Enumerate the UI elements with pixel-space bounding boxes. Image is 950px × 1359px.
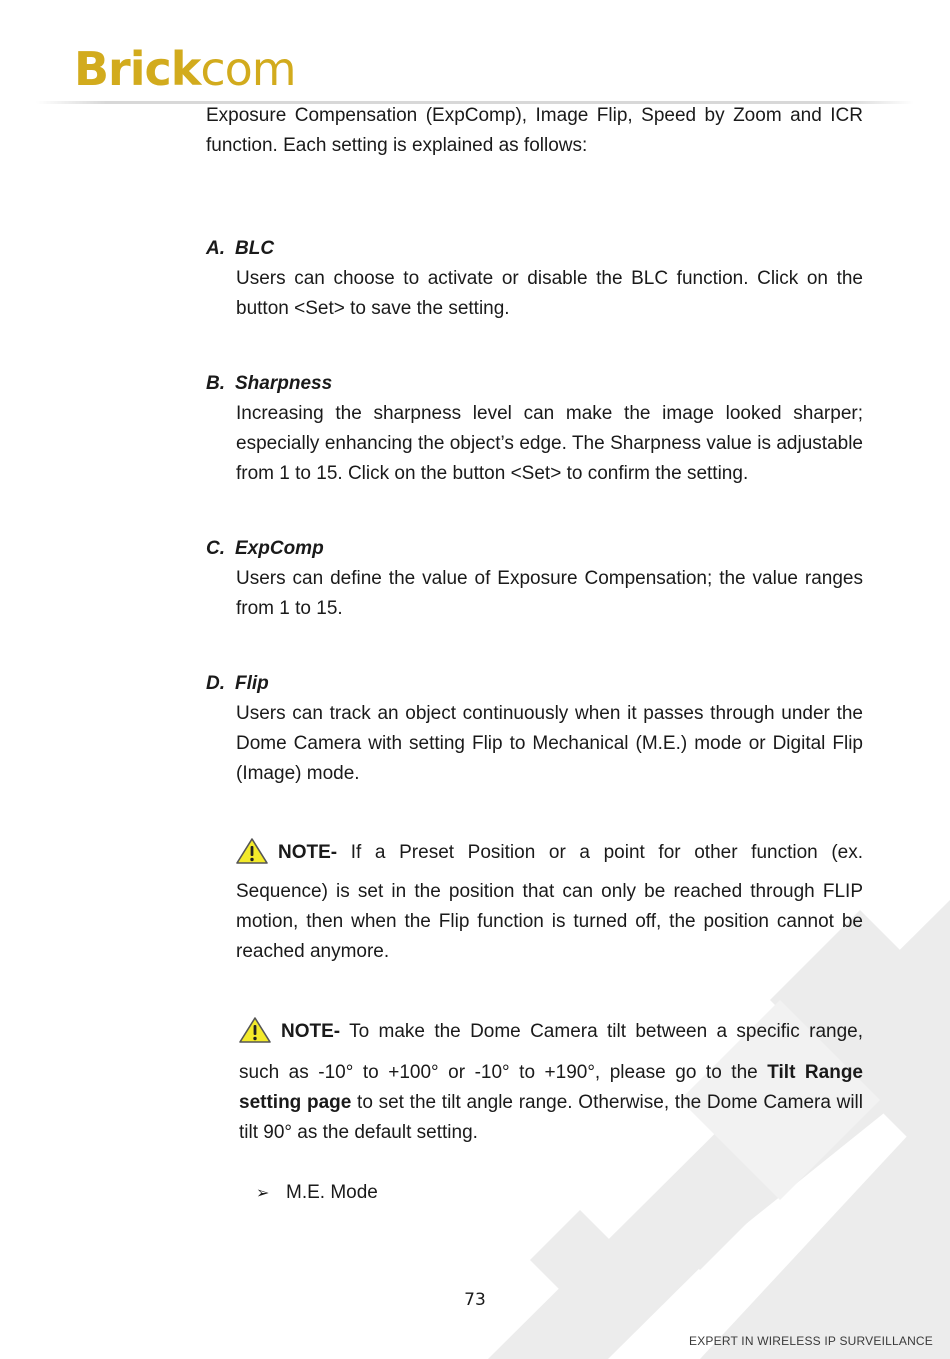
note-first-text: If a Preset Position or a point for other function (ex. [350, 842, 864, 863]
section-b-body: Increasing the sharpness level can make the image looked sharper; especially enhancing the object’s edge. The Sharpness value is adjustable from 1 to 15. Click on the button <Set> to confirm the setting. [236, 403, 863, 484]
intro-paragraph: Exposure Compensation (ExpComp), Image Flip, Speed by Zoom and ICR function. Each setting is explained as follows: [206, 105, 863, 156]
section-title: Sharpness [235, 373, 333, 394]
logo-bold-text: Brick [74, 42, 201, 96]
section-a-heading [206, 234, 274, 264]
note-first-line [236, 838, 863, 868]
section-d-body: Users can track an object continuously when it passes through under the Dome Camera with setting Flip to Mechanical (M.E.) mode or Digital Flip (Image) mode. [236, 703, 863, 784]
section-b-heading [206, 369, 332, 399]
section-title: Flip [235, 673, 269, 694]
note-label: NOTE- [278, 842, 338, 863]
note-flip [236, 838, 863, 967]
warning-icon [239, 1017, 271, 1043]
note-rest-after: to set the tilt angle range. Otherwise, the Dome Camera will tilt 90° as the default setting. [239, 1092, 863, 1143]
note-rest-text: Sequence) is set in the position that can only be reached through FLIP motion, then when the Flip function is turned off, the position cannot be reached anymore. [236, 881, 863, 962]
note-rest-text [239, 1058, 863, 1148]
bullet-text: M.E. Mode [286, 1182, 378, 1203]
footer-tagline: EXPERT IN WIRELESS IP SURVEILLANCE [689, 1334, 933, 1348]
note-first-text: To make the Dome Camera tilt between a specific range, [349, 1021, 863, 1042]
section-letter: B. [206, 373, 225, 394]
tilt-range-link-text: Tilt Range setting page [239, 1062, 863, 1113]
bullet-item [256, 1178, 378, 1209]
section-a-body: Users can choose to activate or disable the BLC function. Click on the button <Set> to save the setting. [236, 268, 863, 319]
warning-icon [236, 838, 268, 864]
note-tilt-range [239, 1017, 863, 1148]
section-letter: D. [206, 673, 225, 694]
section-letter: C. [206, 538, 225, 559]
page-number: 73 [464, 1290, 486, 1310]
section-letter: A. [206, 238, 225, 259]
bullet-arrow-icon: ➢ [256, 1185, 270, 1202]
note-rest-before: such as -10° to +100° or -10° to +190°, please go to the [239, 1062, 768, 1083]
note-first-line [239, 1017, 863, 1047]
section-c-body: Users can define the value of Exposure Compensation; the value ranges from 1 to 15. [236, 568, 863, 619]
section-d-heading [206, 669, 269, 699]
section-c-heading [206, 534, 324, 564]
logo-light-text: com [200, 42, 296, 96]
note-label: NOTE- [281, 1021, 341, 1042]
brickcom-logo [74, 44, 296, 94]
section-title: BLC [235, 238, 275, 259]
section-title: ExpComp [235, 538, 324, 559]
